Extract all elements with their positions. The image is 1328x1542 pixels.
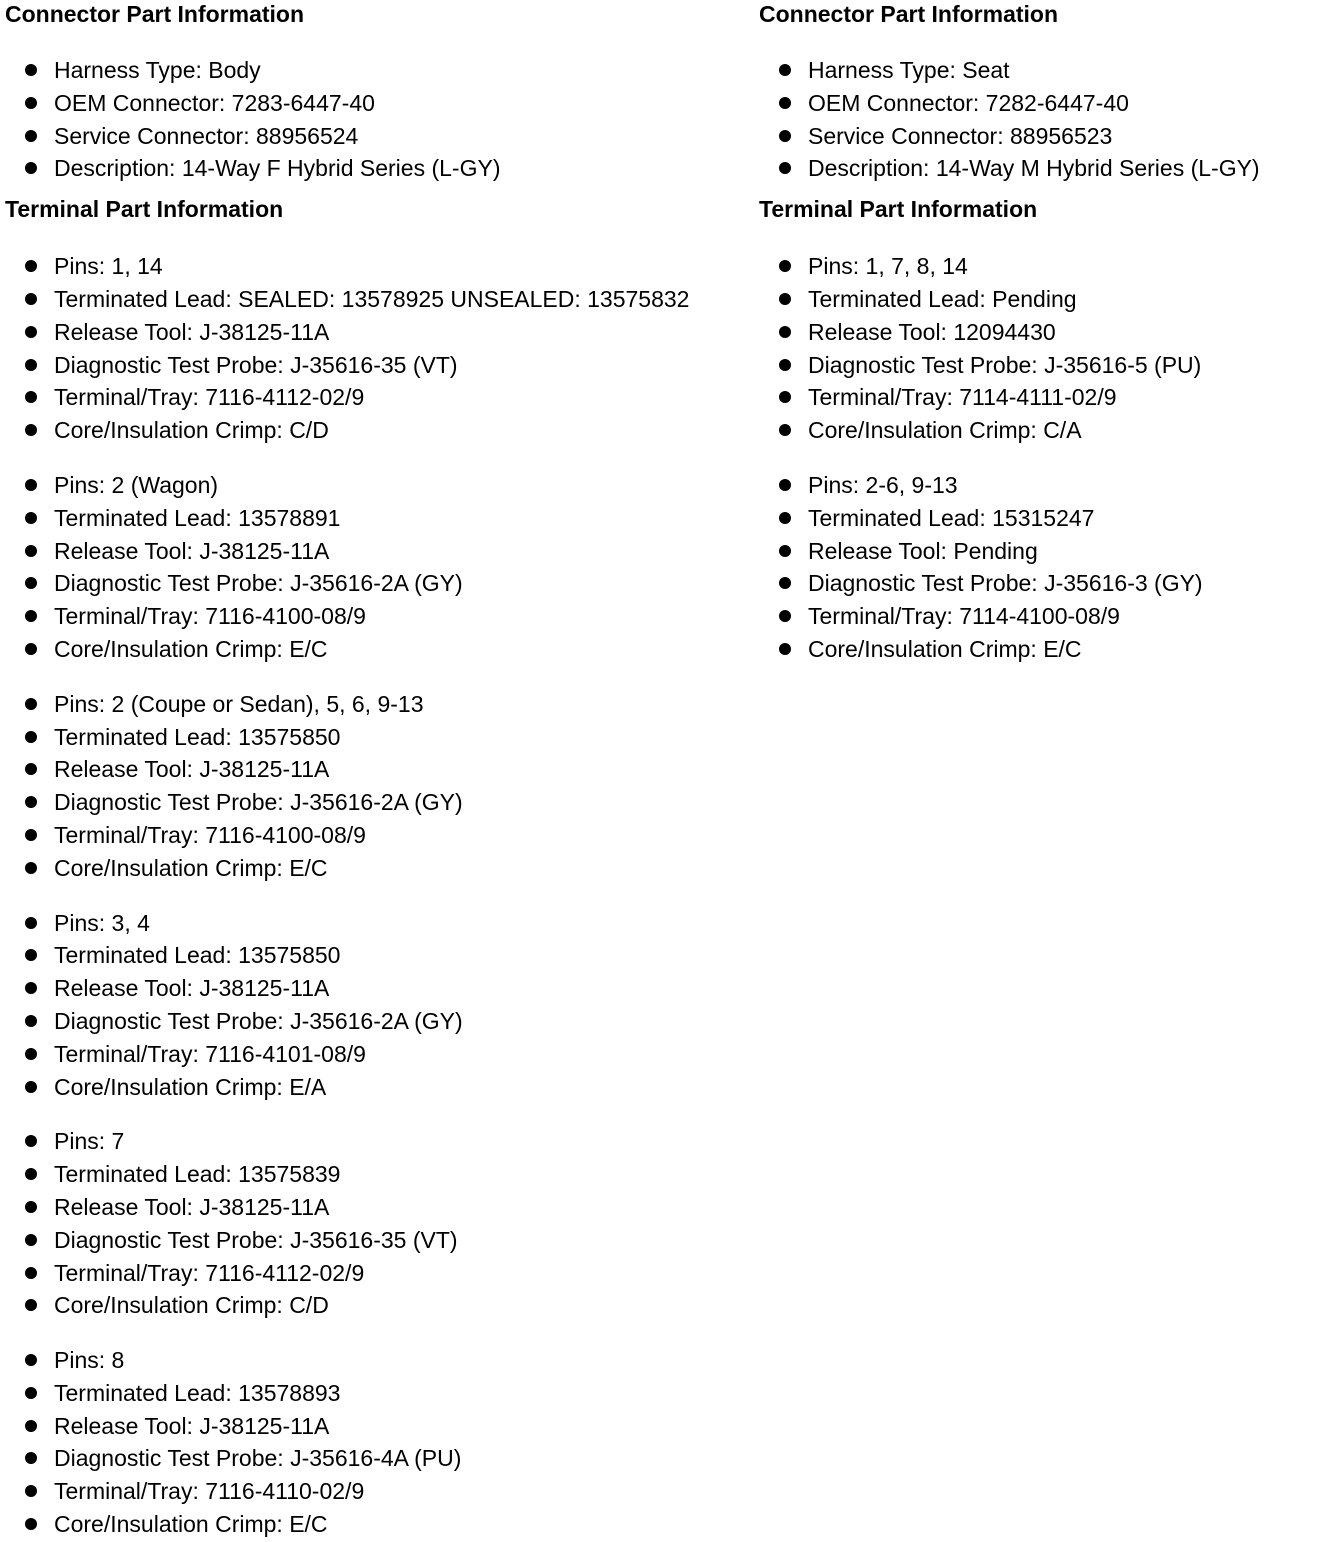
- bullet-icon: [779, 162, 791, 174]
- item-text: Core/Insulation Crimp: C/D: [54, 417, 329, 444]
- item-text: Diagnostic Test Probe: J-35616-4A (PU): [54, 1445, 462, 1472]
- list-item: [5, 87, 755, 120]
- list-item: [5, 567, 755, 600]
- item-text: OEM Connector: 7283-6447-40: [54, 89, 375, 116]
- item-text: Terminated Lead: 13575839: [54, 1161, 341, 1188]
- item-text: Diagnostic Test Probe: J-35616-35 (VT): [54, 351, 458, 378]
- list-item: [5, 753, 755, 786]
- item-text: Diagnostic Test Probe: J-35616-2A (GY): [54, 570, 463, 597]
- item-text: Terminal/Tray: 7116-4112-02/9: [54, 1259, 365, 1286]
- item-text: Core/Insulation Crimp: E/C: [54, 854, 328, 881]
- bullet-icon: [25, 643, 37, 655]
- bullet-icon: [25, 260, 37, 272]
- bullet-icon: [779, 577, 791, 589]
- bullet-icon: [25, 1267, 37, 1279]
- list-item: [759, 469, 1324, 502]
- bullet-icon: [25, 982, 37, 994]
- item-text: Pins: 7: [54, 1128, 125, 1155]
- list-item: [5, 1005, 755, 1038]
- list-item: [5, 1508, 755, 1541]
- list-item: [759, 120, 1324, 153]
- list-item: [759, 633, 1324, 666]
- bullet-icon: [25, 1201, 37, 1213]
- list-item: [5, 633, 755, 666]
- list-item: [5, 819, 755, 852]
- connector-heading: Connector Part Information: [5, 1, 305, 27]
- item-text: Diagnostic Test Probe: J-35616-5 (PU): [808, 351, 1202, 378]
- terminal-heading: Terminal Part Information: [5, 196, 284, 223]
- bullet-icon: [25, 1485, 37, 1497]
- item-text: Pins: 2-6, 9-13: [808, 471, 958, 498]
- bullet-icon: [779, 293, 791, 305]
- bullet-icon: [779, 391, 791, 403]
- item-text: Pins: 1, 14: [54, 253, 163, 280]
- bullet-icon: [25, 1518, 37, 1530]
- list-item: [5, 1410, 755, 1443]
- item-text: Core/Insulation Crimp: E/C: [54, 635, 328, 662]
- item-text: Harness Type: Seat: [808, 57, 1010, 83]
- connector-list: [5, 54, 755, 185]
- bullet-icon: [779, 64, 791, 76]
- bullet-icon: [25, 862, 37, 874]
- bullet-icon: [25, 1299, 37, 1311]
- item-text: Terminated Lead: 13578891: [54, 504, 341, 531]
- bullet-icon: [25, 763, 37, 775]
- bullet-icon: [779, 479, 791, 491]
- list-item: [5, 120, 755, 153]
- item-text: Terminal/Tray: 7116-4100-08/9: [54, 821, 366, 848]
- list-item: [759, 567, 1324, 600]
- list-item: [5, 250, 755, 283]
- right-column: [759, 0, 1324, 666]
- bullet-icon: [25, 1048, 37, 1060]
- item-text: Terminal/Tray: 7116-4101-08/9: [54, 1040, 366, 1067]
- bullet-icon: [25, 829, 37, 841]
- terminal-group: [5, 1125, 755, 1322]
- item-text: Release Tool: J-38125-11A: [54, 318, 330, 345]
- item-text: Terminated Lead: 13575850: [54, 723, 341, 750]
- list-item: [5, 349, 755, 382]
- list-item: [5, 1224, 755, 1257]
- list-item: [5, 1257, 755, 1290]
- list-item: [759, 535, 1324, 568]
- list-item: [5, 972, 755, 1005]
- list-item: [5, 152, 755, 185]
- bullet-icon: [25, 1015, 37, 1027]
- list-item: [5, 600, 755, 633]
- item-text: Terminated Lead: 13578893: [54, 1379, 341, 1406]
- item-text: Release Tool: J-38125-11A: [54, 1412, 330, 1439]
- bullet-icon: [25, 1354, 37, 1366]
- terminal-group: [5, 250, 755, 447]
- item-text: Terminal/Tray: 7116-4100-08/9: [54, 603, 366, 630]
- bullet-icon: [25, 391, 37, 403]
- item-text: Terminal/Tray: 7116-4110-02/9: [54, 1478, 365, 1505]
- item-text: Pins: 1, 7, 8, 14: [808, 253, 968, 280]
- item-text: Release Tool: J-38125-11A: [54, 756, 330, 783]
- bullet-icon: [25, 1135, 37, 1147]
- list-item: [5, 907, 755, 940]
- bullet-icon: [25, 293, 37, 305]
- bullet-icon: [25, 359, 37, 371]
- bullet-icon: [779, 130, 791, 142]
- item-text: Pins: 2 (Wagon): [54, 471, 219, 498]
- list-item: [5, 283, 755, 316]
- bullet-icon: [779, 424, 791, 436]
- list-item: [5, 469, 755, 502]
- item-text: Description: 14-Way F Hybrid Series (L-GY): [54, 155, 501, 182]
- item-text: Harness Type: Body: [54, 57, 261, 83]
- list-item: [5, 1125, 755, 1158]
- item-text: Terminated Lead: Pending: [808, 285, 1077, 312]
- item-text: Pins: 8: [54, 1347, 125, 1374]
- list-item: [5, 1442, 755, 1475]
- list-item: [5, 54, 755, 87]
- bullet-icon: [25, 326, 37, 338]
- item-text: OEM Connector: 7282-6447-40: [808, 89, 1129, 116]
- bullet-icon: [25, 424, 37, 436]
- list-item: [759, 87, 1324, 120]
- bullet-icon: [779, 643, 791, 655]
- item-text: Release Tool: 12094430: [808, 318, 1056, 345]
- item-text: Terminal/Tray: 7114-4111-02/9: [808, 384, 1117, 411]
- bullet-icon: [25, 731, 37, 743]
- bullet-icon: [25, 1234, 37, 1246]
- left-column: [5, 0, 755, 1541]
- item-text: Description: 14-Way M Hybrid Series (L-GY): [808, 155, 1260, 182]
- list-item: [759, 54, 1324, 87]
- list-item: [5, 1344, 755, 1377]
- item-text: Release Tool: J-38125-11A: [54, 537, 330, 564]
- bullet-icon: [25, 1387, 37, 1399]
- bullet-icon: [25, 949, 37, 961]
- item-text: Service Connector: 88956523: [808, 122, 1113, 149]
- item-text: Diagnostic Test Probe: J-35616-2A (GY): [54, 789, 463, 816]
- bullet-icon: [25, 698, 37, 710]
- terminal-heading: Terminal Part Information: [759, 196, 1038, 223]
- item-text: Terminated Lead: 13575850: [54, 942, 341, 969]
- bullet-icon: [25, 130, 37, 142]
- bullet-icon: [779, 326, 791, 338]
- item-text: Diagnostic Test Probe: J-35616-3 (GY): [808, 570, 1203, 597]
- terminal-group: [5, 1344, 755, 1541]
- list-item: [5, 1191, 755, 1224]
- item-text: Core/Insulation Crimp: E/A: [54, 1073, 327, 1100]
- list-item: [5, 1038, 755, 1071]
- item-text: Release Tool: J-38125-11A: [54, 1193, 330, 1220]
- terminal-group: [5, 907, 755, 1104]
- list-item: [5, 786, 755, 819]
- terminal-group: [5, 688, 755, 885]
- list-item: [5, 721, 755, 754]
- list-item: [5, 688, 755, 721]
- list-item: [5, 381, 755, 414]
- list-item: [5, 852, 755, 885]
- bullet-icon: [779, 545, 791, 557]
- bullet-icon: [25, 1081, 37, 1093]
- bullet-icon: [25, 479, 37, 491]
- bullet-icon: [779, 359, 791, 371]
- item-text: Release Tool: Pending: [808, 537, 1038, 564]
- item-text: Terminated Lead: 15315247: [808, 504, 1095, 531]
- list-item: [759, 349, 1324, 382]
- list-item: [5, 502, 755, 535]
- list-item: [759, 152, 1324, 185]
- terminal-group: [5, 469, 755, 666]
- bullet-icon: [25, 162, 37, 174]
- bullet-icon: [25, 1420, 37, 1432]
- item-text: Diagnostic Test Probe: J-35616-35 (VT): [54, 1226, 458, 1253]
- list-item: [5, 1071, 755, 1104]
- connector-list: [759, 54, 1324, 185]
- bullet-icon: [25, 1168, 37, 1180]
- list-item: [5, 1158, 755, 1191]
- bullet-icon: [25, 610, 37, 622]
- list-item: [5, 1289, 755, 1322]
- connector-heading: Connector Part Information: [759, 1, 1059, 27]
- item-text: Core/Insulation Crimp: C/A: [808, 417, 1082, 444]
- list-item: [5, 535, 755, 568]
- bullet-icon: [779, 610, 791, 622]
- bullet-icon: [25, 917, 37, 929]
- list-item: [759, 600, 1324, 633]
- bullet-icon: [25, 796, 37, 808]
- list-item: [759, 316, 1324, 349]
- list-item: [5, 1475, 755, 1508]
- item-text: Core/Insulation Crimp: E/C: [808, 635, 1082, 662]
- bullet-icon: [779, 260, 791, 272]
- list-item: [5, 1377, 755, 1410]
- list-item: [759, 414, 1324, 447]
- bullet-icon: [25, 577, 37, 589]
- item-text: Core/Insulation Crimp: E/C: [54, 1511, 328, 1538]
- list-item: [5, 939, 755, 972]
- item-text: Pins: 2 (Coupe or Sedan), 5, 6, 9-13: [54, 690, 424, 717]
- terminal-group: [759, 469, 1324, 666]
- bullet-icon: [25, 1452, 37, 1464]
- item-text: Terminal/Tray: 7114-4100-08/9: [808, 603, 1120, 630]
- bullet-icon: [779, 97, 791, 109]
- bullet-icon: [25, 512, 37, 524]
- item-text: Diagnostic Test Probe: J-35616-2A (GY): [54, 1007, 463, 1034]
- bullet-icon: [779, 512, 791, 524]
- bullet-icon: [25, 97, 37, 109]
- item-text: Pins: 3, 4: [54, 909, 150, 936]
- list-item: [5, 414, 755, 447]
- item-text: Terminated Lead: SEALED: 13578925 UNSEALED: 13575832: [54, 285, 690, 312]
- item-text: Core/Insulation Crimp: C/D: [54, 1292, 329, 1319]
- list-item: [759, 502, 1324, 535]
- item-text: Release Tool: J-38125-11A: [54, 975, 330, 1002]
- list-item: [759, 250, 1324, 283]
- item-text: Terminal/Tray: 7116-4112-02/9: [54, 384, 365, 411]
- list-item: [759, 283, 1324, 316]
- bullet-icon: [25, 64, 37, 76]
- item-text: Service Connector: 88956524: [54, 122, 359, 149]
- list-item: [759, 381, 1324, 414]
- list-item: [5, 316, 755, 349]
- bullet-icon: [25, 545, 37, 557]
- terminal-group: [759, 250, 1324, 447]
